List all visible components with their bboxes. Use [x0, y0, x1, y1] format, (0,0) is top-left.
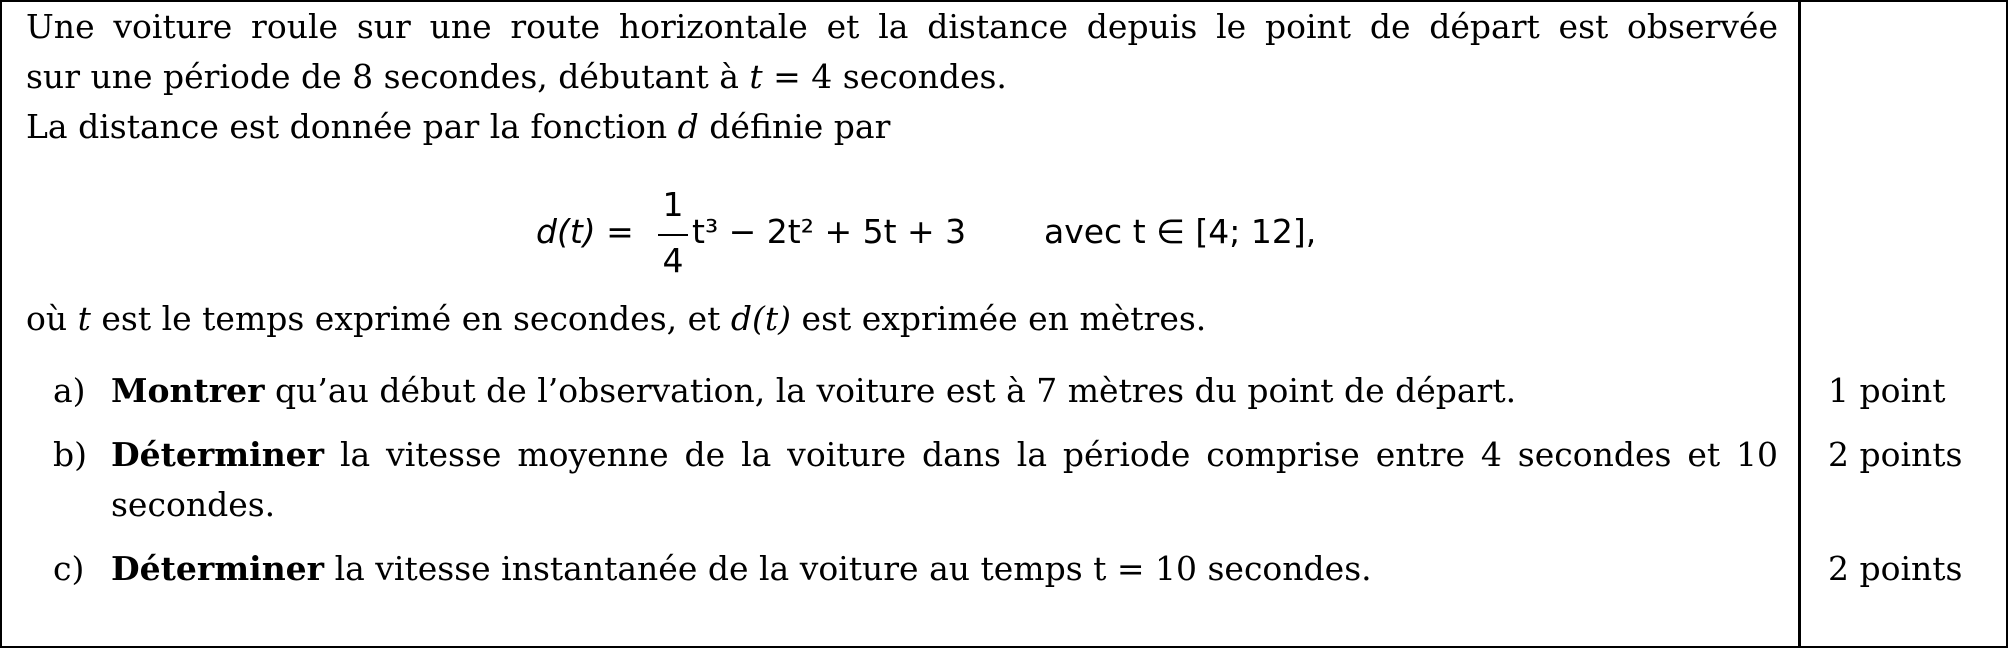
- fraction-numerator: 1: [662, 185, 684, 224]
- var-t: t: [749, 57, 763, 96]
- points-c: 2 points: [1828, 549, 1963, 588]
- units-text-c: est exprimée en mètres.: [791, 299, 1207, 338]
- question-a-label: a): [53, 371, 86, 410]
- var-d: d: [677, 107, 699, 146]
- intro-line-2-end: = 4 secondes.: [762, 57, 1007, 96]
- intro-line-2-text: sur une période de 8 secondes, débutant à: [26, 57, 750, 96]
- units-line: [26, 294, 1206, 344]
- formula-terms: t³ − 2t² + 5t + 3: [692, 212, 967, 251]
- units-text-b: est le temps exprimé en secondes, et: [90, 299, 731, 338]
- question-a-verb: Montrer: [111, 371, 265, 410]
- intro-line-3-text: La distance est donnée par la fonction: [26, 107, 678, 146]
- question-c-text: [111, 544, 1778, 594]
- question-c-label: c): [53, 549, 85, 588]
- question-c-body: la vitesse instantanée de la voiture au temps t = 10 secondes.: [324, 549, 1372, 588]
- points-b: 2 points: [1828, 435, 1963, 474]
- column-divider: [1798, 0, 1801, 648]
- question-b-label: b): [53, 435, 87, 474]
- intro-line-3: [26, 102, 890, 152]
- question-b-verb: Déterminer: [111, 435, 325, 474]
- question-b-body: la vitesse moyenne de la voiture dans la période comprise entre 4 secondes et 10 secondes.: [111, 435, 1778, 524]
- question-b-text: [111, 430, 1778, 530]
- points-a: 1 point: [1828, 371, 1946, 410]
- formula-condition: avec t ∈ [4; 12],: [1044, 212, 1317, 251]
- units-var-d: d(t): [730, 299, 792, 338]
- question-c-verb: Déterminer: [111, 549, 325, 588]
- formula-lhs: d(t) =: [536, 212, 634, 251]
- units-var-t: t: [77, 299, 91, 338]
- question-a-text: [111, 366, 1778, 416]
- intro-line-1: Une voiture roule sur une route horizontale et la distance depuis le point de départ est observée: [26, 7, 1778, 46]
- fraction-denominator: 4: [662, 241, 684, 280]
- intro-line-2: [26, 52, 1007, 102]
- intro-line-3-end: définie par: [698, 107, 891, 146]
- units-text-a: où: [26, 299, 78, 338]
- question-a-body: qu’au début de l’observation, la voiture est à 7 mètres du point de départ.: [264, 371, 1517, 410]
